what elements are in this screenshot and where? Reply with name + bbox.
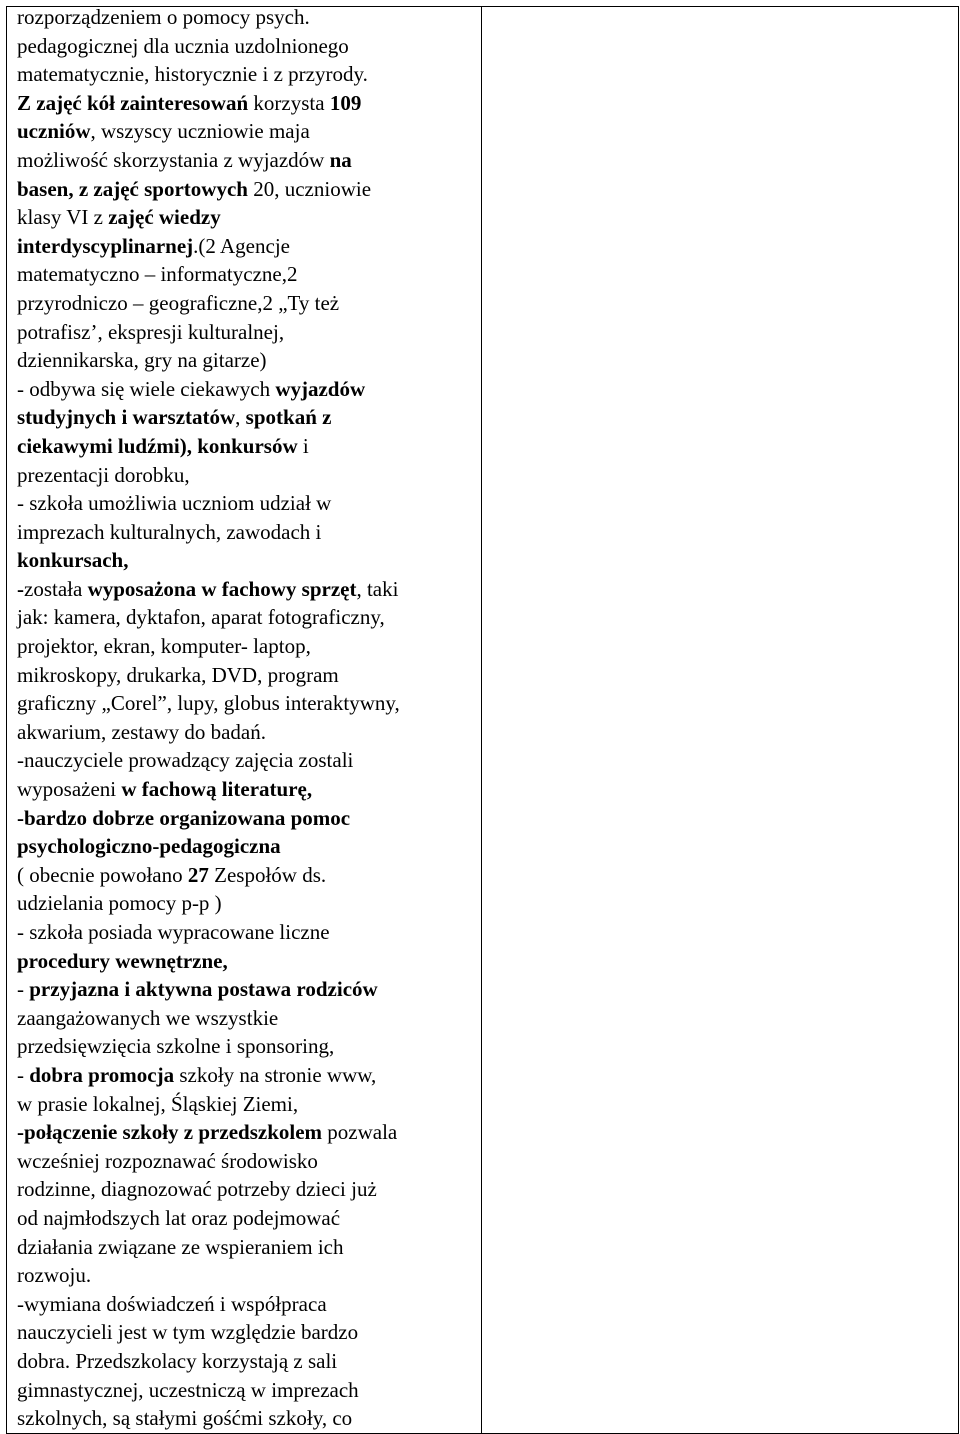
text-line — [17, 489, 473, 518]
right-column-cell — [482, 7, 959, 1434]
text-line — [17, 3, 473, 32]
text-line — [17, 146, 473, 175]
text-segment: i — [297, 433, 309, 458]
text-line — [17, 661, 473, 690]
text-line — [17, 1032, 473, 1061]
text-segment: - odbywa się wiele ciekawych — [17, 376, 276, 401]
bold-text-segment: spotkań z — [245, 405, 332, 430]
text-line — [17, 1004, 473, 1033]
document-table — [6, 6, 959, 1434]
text-line — [17, 1147, 473, 1176]
text-line — [17, 175, 473, 204]
text-line — [17, 432, 473, 461]
text-line — [17, 689, 473, 718]
bold-text-segment: dobra promocja — [29, 1062, 175, 1087]
text-line — [17, 203, 473, 232]
text-line — [17, 1118, 473, 1147]
text-line — [17, 746, 473, 775]
bold-text-segment: wyposażona w fachowy sprzęt — [87, 576, 357, 601]
text-line — [17, 461, 473, 490]
text-line — [17, 1204, 473, 1233]
bold-text-segment: ciekawymi ludźmi), konkursów — [17, 433, 298, 458]
text-segment: akwarium, zestawy do badań. — [17, 719, 266, 744]
text-segment: pedagogicznej dla ucznia uzdolnionego — [17, 33, 349, 58]
text-segment: szkolnych, są stałymi gośćmi szkoły, co — [17, 1406, 353, 1431]
text-line — [17, 1061, 473, 1090]
text-line — [17, 318, 473, 347]
text-segment: - szkoła umożliwia uczniom udział w — [17, 491, 332, 516]
text-segment: Zespołów ds. — [208, 862, 327, 887]
bold-text-segment: zajęć wiedzy — [108, 205, 221, 230]
text-segment: wyposażeni — [17, 777, 122, 802]
text-segment: rozwoju. — [17, 1263, 92, 1288]
text-segment: rodzinne, diagnozować potrzeby dzieci już — [17, 1177, 377, 1202]
text-segment: od najmłodszych lat oraz podejmować — [17, 1205, 341, 1230]
text-segment: mikroskopy, drukarka, DVD, program — [17, 662, 339, 687]
text-segment: prezentacji dorobku, — [17, 462, 190, 487]
bold-text-segment: - — [17, 576, 24, 601]
text-segment: -wymiana doświadczeń i współpraca — [17, 1291, 327, 1316]
bold-text-segment: interdyscyplinarnej — [17, 233, 194, 258]
text-line — [17, 947, 473, 976]
text-line — [17, 32, 473, 61]
text-segment: - szkoła posiada wypracowane liczne — [17, 920, 330, 944]
text-segment: projektor, ekran, komputer- laptop, — [17, 634, 311, 659]
text-line — [17, 403, 473, 432]
text-segment: potrafisz’, ekspresji kulturalnej, — [17, 319, 285, 344]
text-line — [17, 117, 473, 146]
text-segment: imprezach kulturalnych, zawodach i — [17, 519, 322, 544]
bold-text-segment: 109 — [329, 90, 362, 115]
text-line — [17, 918, 473, 947]
text-line — [17, 232, 473, 261]
text-segment: matematycznie, historycznie i z przyrody. — [17, 62, 368, 87]
text-line — [17, 546, 473, 575]
text-line — [17, 289, 473, 318]
text-line — [17, 1175, 473, 1204]
text-line — [17, 832, 473, 861]
text-segment: zaangażowanych we wszystkie — [17, 1005, 279, 1030]
bold-text-segment: Z zajęć kół zainteresowań — [17, 90, 249, 115]
bold-text-segment: basen, z zajęć sportowych — [17, 176, 248, 201]
text-segment: korzysta — [248, 90, 330, 115]
text-segment: , wszyscy uczniowie maja — [90, 119, 310, 144]
bold-text-segment: uczniów — [17, 119, 91, 144]
text-segment: , taki — [356, 576, 399, 601]
text-segment: wcześniej rozpoznawać środowisko — [17, 1148, 318, 1173]
text-line — [17, 89, 473, 118]
text-line — [17, 889, 473, 918]
text-segment: , — [235, 405, 246, 430]
bold-text-segment: psychologiczno-pedagogiczna — [17, 834, 281, 859]
text-segment: rozporządzeniem o pomocy psych. — [17, 5, 310, 29]
table-row — [7, 7, 959, 1434]
text-segment: działania związane ze wspieraniem ich — [17, 1234, 344, 1259]
text-line — [17, 1318, 473, 1347]
bold-text-segment: 27 — [187, 862, 209, 887]
bold-text-segment: wyjazdów — [275, 376, 366, 401]
text-line — [17, 346, 473, 375]
text-line — [17, 975, 473, 1004]
bold-text-segment: procedury wewnętrzne, — [17, 948, 228, 973]
text-line — [17, 1404, 473, 1433]
text-line — [17, 1290, 473, 1319]
text-segment: przedsięwzięcia szkolne i sponsoring, — [17, 1034, 335, 1059]
left-column-cell — [7, 7, 482, 1434]
text-line — [17, 1233, 473, 1262]
text-line — [17, 861, 473, 890]
text-segment: dobra. Przedszkolacy korzystają z sali — [17, 1348, 338, 1373]
text-segment: nauczycieli jest w tym względzie bardzo — [17, 1320, 359, 1345]
text-segment: w prasie lokalnej, Śląskiej Ziemi, — [17, 1091, 299, 1116]
text-line — [17, 575, 473, 604]
text-line — [17, 60, 473, 89]
bold-text-segment: w fachową literaturę, — [121, 777, 313, 802]
text-segment: udzielania pomocy p-p ) — [17, 891, 222, 916]
text-segment: gimnastycznej, uczestniczą w imprezach — [17, 1377, 359, 1402]
text-segment: .(2 Agencje — [193, 233, 290, 258]
text-segment: graficzny „Corel”, lupy, globus interaktywny, — [17, 691, 400, 716]
text-line — [17, 1376, 473, 1405]
text-segment: - — [17, 977, 30, 1002]
bold-text-segment: konkursach, — [17, 548, 129, 573]
text-line — [17, 603, 473, 632]
bold-text-segment: przyjazna i aktywna postawa rodziców — [29, 977, 378, 1002]
bold-text-segment: studyjnych i warsztatów — [17, 405, 236, 430]
text-segment: ( obecnie powołano — [17, 862, 188, 887]
bold-text-segment: -połączenie szkoły z przedszkolem — [17, 1120, 323, 1145]
bold-text-segment: na — [329, 147, 352, 172]
text-line — [17, 804, 473, 833]
text-line — [17, 1090, 473, 1119]
text-segment: - — [17, 1062, 30, 1087]
text-segment: możliwość skorzystania z wyjazdów — [17, 147, 330, 172]
text-line — [17, 260, 473, 289]
text-line — [17, 1347, 473, 1376]
bold-text-segment: -bardzo dobrze organizowana pomoc — [17, 805, 351, 830]
text-line — [17, 1261, 473, 1290]
text-segment: -nauczyciele prowadzący zajęcia zostali — [17, 748, 354, 773]
text-line — [17, 632, 473, 661]
text-line — [17, 518, 473, 547]
text-segment: przyrodniczo – geograficzne,2 „Ty też — [17, 290, 340, 315]
text-segment: dziennikarska, gry na gitarze) — [17, 348, 267, 373]
text-line — [17, 718, 473, 747]
text-segment: matematyczno – informatyczne,2 — [17, 262, 298, 287]
text-segment: 20, uczniowie — [247, 176, 372, 201]
text-line — [17, 375, 473, 404]
text-segment: jak: kamera, dyktafon, aparat fotograficzny, — [17, 605, 385, 630]
left-column-text — [7, 3, 481, 1433]
text-line — [17, 775, 473, 804]
text-segment: szkoły na stronie www, — [174, 1062, 377, 1087]
text-segment: została — [24, 576, 88, 601]
text-segment: pozwala — [322, 1120, 398, 1145]
text-segment: klasy VI z — [17, 205, 109, 230]
